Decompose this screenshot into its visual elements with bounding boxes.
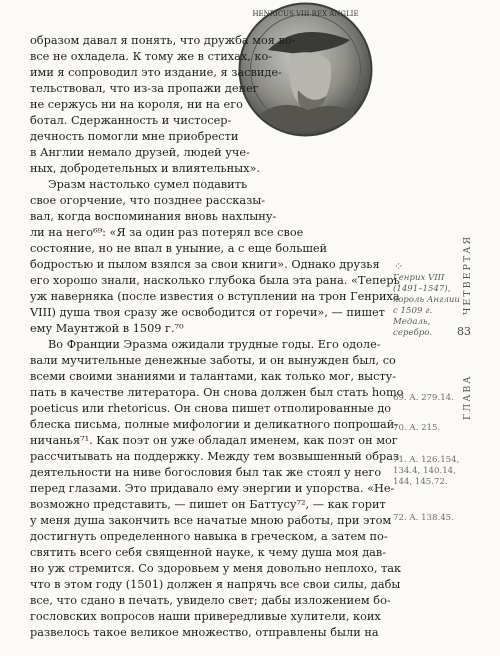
text-line: состояние, но не впал в уныние, а с еще большей <box>30 242 328 255</box>
text-line: возможно представить, — пишет он Баттусу⁷², — как горит <box>30 498 386 511</box>
caption-line: Медаль, <box>393 317 431 327</box>
footnote-71-cont: 144, 145.72. <box>393 477 448 487</box>
caption-line: с 1509 г. <box>393 306 433 316</box>
text-line: не сержусь ни на короля, ни на его <box>30 98 243 111</box>
footnote-71-cont: 134.4, 140.14, <box>393 466 456 476</box>
text-line: тельствовал, что из-за пропажи денег <box>30 82 259 95</box>
text-line: достигнуть определенного навыка в греческом, а затем по- <box>30 530 388 543</box>
text-line: свое огорчение, что позднее рассказы- <box>30 194 266 207</box>
page-number: 83 <box>457 325 471 338</box>
text-line: ничанья⁷¹. Как поэт он уже обладал именем, как поэт он мог <box>30 434 398 447</box>
text-line: перед глазами. Это придавало ему энергии и упорства. «Не- <box>30 482 395 495</box>
text-line: всеми своими знаниями и талантами, как только мог, высту- <box>30 370 397 383</box>
image-caption <box>393 273 460 339</box>
footnote-72: 72. A. 138.45. <box>393 513 454 523</box>
caption-line: серебро. <box>393 328 433 338</box>
text-line: пать в качестве литератора. Он снова должен был стать homo <box>30 386 404 399</box>
text-line: рассчитывать на поддержку. Между тем возвышенный образ <box>30 450 400 463</box>
chapter-label: ЧЕТВЕРТАЯ <box>462 234 473 315</box>
text-line: ных, добродетельных и влиятельных». <box>30 162 261 175</box>
text-line: все, что сдано в печать, увидело свет; дабы изложением бо- <box>30 594 391 607</box>
text-line: святить всего себя священной науке, к чему душа моя дав- <box>30 546 387 559</box>
chapter-word: ГЛАВА <box>462 374 473 420</box>
caption-line: (1491–1547), <box>393 284 451 294</box>
text-line: уж наверняка (после известия о вступлении на трон Генриха <box>30 290 400 303</box>
text-line: у меня душа закончить все начатые мною работы, при этом <box>30 514 392 527</box>
text-line: ли на него⁶⁹: «Я за один раз потерял все свое <box>30 226 304 239</box>
text-line: блеска письма, полные мифологии и деликатного попрошай- <box>30 418 399 431</box>
text-line: вали мучительные денежные заботы, и он вынужден был, со <box>30 354 396 367</box>
caption-line: Генрих VIII <box>393 273 445 283</box>
text-line: бодростью и пылом взялся за свои книги». Однако друзья <box>30 258 380 271</box>
ornament-icon: ⁘ <box>394 260 404 273</box>
footnote-70: 70. A. 215. <box>393 423 441 433</box>
text-line: развелось такое великое множество, отправлены были на <box>30 626 379 639</box>
text-line: ими я сопроводил это издание, я засвиде- <box>30 66 282 79</box>
medal-inscription: HENRICUS VIII REX ANGLIE <box>252 10 359 18</box>
footnote-71: 71. A. 126.154, <box>393 455 460 465</box>
main-text <box>30 33 404 641</box>
text-line: Эразм настолько сумел подавить <box>48 178 248 191</box>
text-line: дечность помогли мне приобрести <box>30 130 239 143</box>
text-line: что в этом году (1501) должен я напрячь все свои силы, дабы <box>30 578 401 591</box>
text-line: VIII) душа твоя сразу же освободится от горечи», — пишет <box>30 306 385 319</box>
footnote-69: 69. A. 279.14. <box>393 393 454 403</box>
text-line: в Англии немало друзей, людей уче- <box>30 146 250 159</box>
text-line: деятельности на ниве богословия был так же стоял у него <box>30 466 382 479</box>
text-line: вал, когда воспоминания вновь нахлыну- <box>30 210 277 223</box>
text-line: ему Маунтжой в 1509 г.⁷⁰ <box>30 322 184 335</box>
caption-line: король Англии <box>393 295 460 305</box>
text-line: все не охладела. К тому же в стихах, ко- <box>30 50 273 63</box>
text-line: poeticus или rhetoricus. Он снова пишет отполированные до <box>30 402 392 415</box>
text-line: его хорошо знали, насколько глубока была эта рана. «Теперь <box>30 274 400 287</box>
text-line: образом давал я понять, что дружба моя во- <box>30 34 296 47</box>
text-line: гословских вопросов наши привередливые хулители, коих <box>30 610 381 623</box>
text-line: ботал. Сдержанность и чистосер- <box>30 114 232 127</box>
text-line: Во Франции Эразма ожидали трудные годы. Его одоле- <box>48 338 381 351</box>
text-line: но уж стремится. Со здоровьем у меня довольно неплохо, так <box>30 562 402 575</box>
